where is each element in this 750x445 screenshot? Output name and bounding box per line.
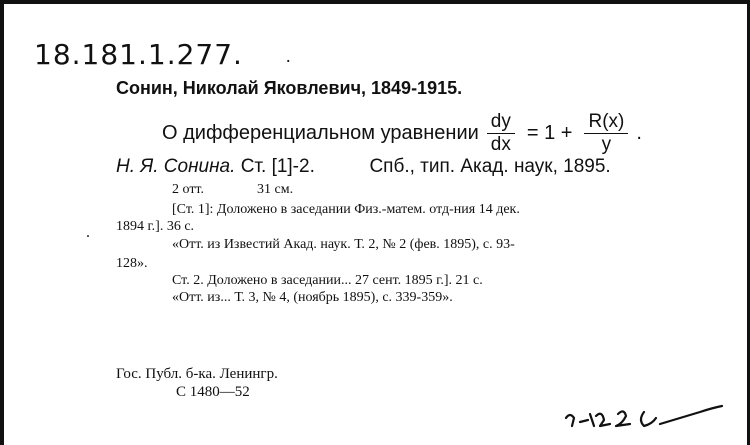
- title-line: [162, 108, 642, 158]
- note-1-line-2: 1894 г.]. 36 с.: [116, 219, 195, 234]
- card-edge-left: [0, 0, 4, 445]
- note-3: Ст. 2. Доложено в заседании... 27 сент. 1895 г.]. 21 с.: [172, 273, 483, 288]
- stray-mark: .: [86, 224, 90, 241]
- title-suffix: .: [636, 121, 642, 144]
- collation-copies: 2 отт.: [172, 182, 204, 197]
- fraction-dy-dx: [487, 111, 515, 156]
- equals-part: = 1 +: [526, 121, 573, 144]
- fraction-numerator: dy: [487, 111, 515, 134]
- statement-of-responsibility: Н. Я. Сонина.: [116, 156, 236, 177]
- handwritten-mark: [560, 398, 730, 438]
- title-prefix: О дифференциальном уравнении: [162, 121, 479, 144]
- collation-size: 31 см.: [257, 182, 294, 197]
- card-edge-top: [0, 0, 750, 4]
- stray-mark: .: [286, 46, 291, 66]
- holding-number: С 1480—52: [176, 384, 250, 400]
- publication: Спб., тип. Акад. наук, 1895.: [369, 156, 611, 177]
- note-4: «Отт. из... Т. 3, № 4, (ноябрь 1895), с. 339-359».: [172, 290, 453, 305]
- imprint-line: [116, 156, 611, 178]
- call-number: 18.181.1.277.: [34, 38, 243, 71]
- pages: Ст. [1]-2.: [240, 156, 315, 177]
- note-1-line-1: [Ст. 1]: Доложено в заседании Физ.-матем. отд-ния 14 дек.: [172, 202, 520, 217]
- fraction-denominator: dx: [490, 133, 511, 155]
- fraction-denominator: y: [601, 133, 612, 155]
- fraction-rx-y: [584, 111, 628, 156]
- note-2-line-1: «Отт. из Известий Акад. наук. Т. 2, № 2 (фев. 1895), с. 93-: [172, 237, 515, 252]
- author-heading: Сонин, Николай Яковлевич, 1849-1915.: [116, 78, 463, 98]
- note-2-line-2: 128».: [116, 256, 148, 271]
- holding-library: Гос. Публ. б-ка. Ленингр.: [116, 366, 278, 382]
- collation-line: [172, 182, 293, 198]
- fraction-numerator: R(x): [584, 111, 628, 134]
